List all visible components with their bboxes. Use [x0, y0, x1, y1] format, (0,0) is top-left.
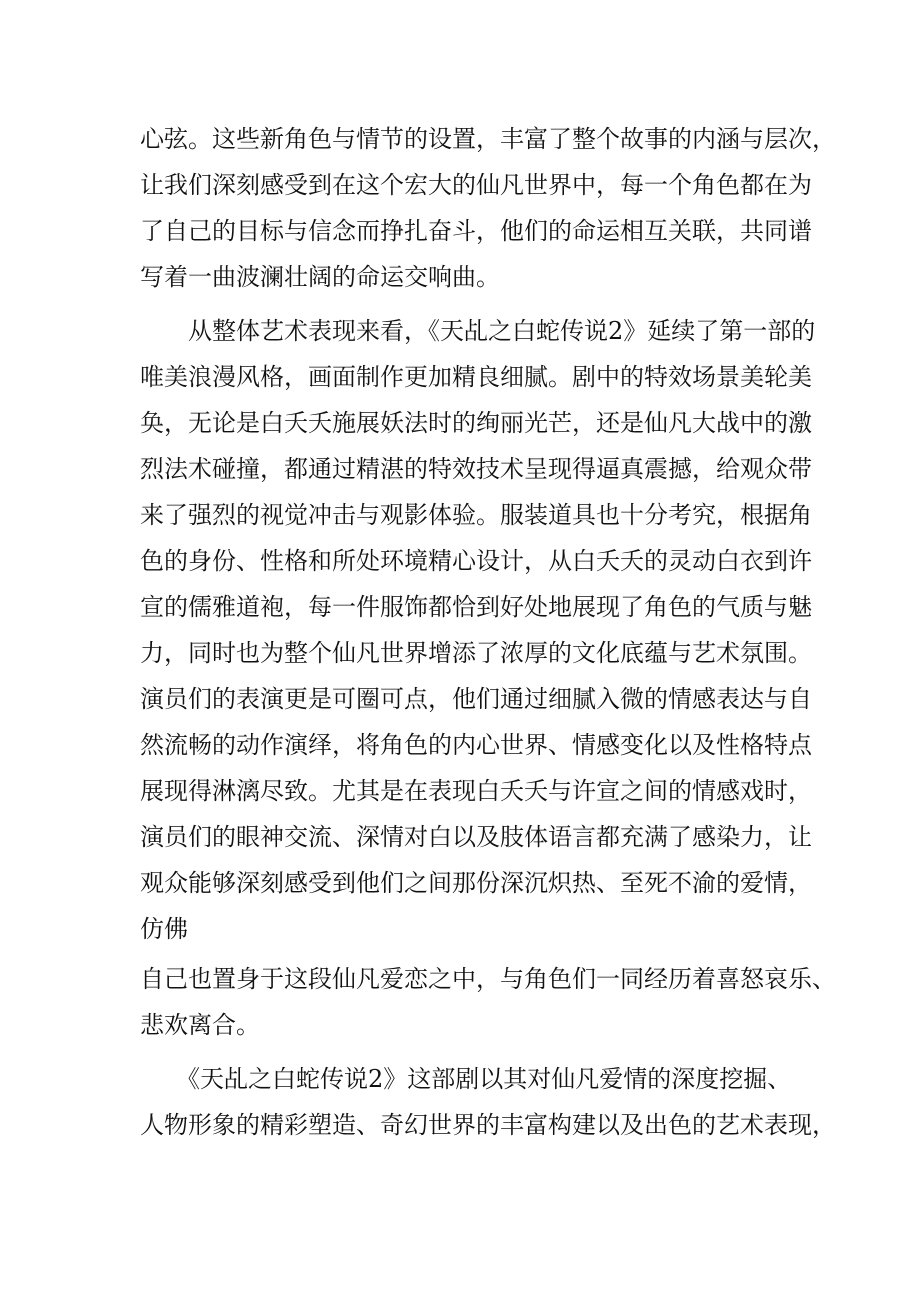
- text-line: 从整体艺术表现来看，《天乩之白蛇传说2》延续了第一部的: [140, 317, 816, 345]
- text-line: 让我们深刻感受到在这个宏大的仙凡世界中，每一个角色都在为: [140, 171, 812, 199]
- text-line: 观众能够深刻感受到他们之间那份深沉炽热、至死不渝的爱情，: [140, 869, 812, 897]
- text-line: 烈法术碰撞，都通过精湛的特效技术呈现得逼真震撼，给观众带: [140, 455, 812, 483]
- text-line: 人物形象的精彩塑造、奇幻世界的丰富构建以及出色的艺术表现，: [140, 1111, 836, 1139]
- text-line: 悲欢离合。: [140, 1011, 260, 1039]
- text-line: 展现得淋漓尽致。尤其是在表现白夭夭与许宣之间的情感戏时，: [140, 777, 812, 805]
- text-line: 心弦。这些新角色与情节的设置，丰富了整个故事的内涵与层次，: [140, 125, 836, 153]
- text-line: 演员们的眼神交流、深情对白以及肢体语言都充满了感染力，让: [140, 823, 812, 851]
- text-line: 宣的儒雅道袍，每一件服饰都恰到好处地展现了角色的气质与魅: [140, 593, 812, 621]
- text-line: 写着一曲波澜壮阔的命运交响曲。: [140, 263, 500, 291]
- text-line: 然流畅的动作演绎，将角色的内心世界、情感变化以及性格特点: [140, 731, 812, 759]
- text-line: 唯美浪漫风格，画面制作更加精良细腻。剧中的特效场景美轮美: [140, 363, 812, 391]
- text-line: 色的身份、性格和所处环境精心设计，从白夭夭的灵动白衣到许: [140, 547, 812, 575]
- body-text: [140, 116, 836, 1148]
- text-line: 仿佛: [140, 915, 188, 943]
- text-line: 来了强烈的视觉冲击与观影体验。服装道具也十分考究，根据角: [140, 501, 812, 529]
- text-line: 《天乩之白蛇传说2》这部剧以其对仙凡爱情的深度挖掘、: [140, 1065, 792, 1093]
- text-line: 奂，无论是白夭夭施展妖法时的绚丽光芒，还是仙凡大战中的激: [140, 409, 812, 437]
- text-line: 演员们的表演更是可圈可点，他们通过细腻入微的情感表达与自: [140, 685, 812, 713]
- text-line: 力，同时也为整个仙凡世界增添了浓厚的文化底蕴与艺术氛围。: [140, 639, 812, 667]
- text-line: 自己也置身于这段仙凡爱恋之中，与角色们一同经历着喜怒哀乐、: [140, 965, 836, 993]
- text-line: 了自己的目标与信念而挣扎奋斗，他们的命运相互关联，共同谱: [140, 217, 812, 245]
